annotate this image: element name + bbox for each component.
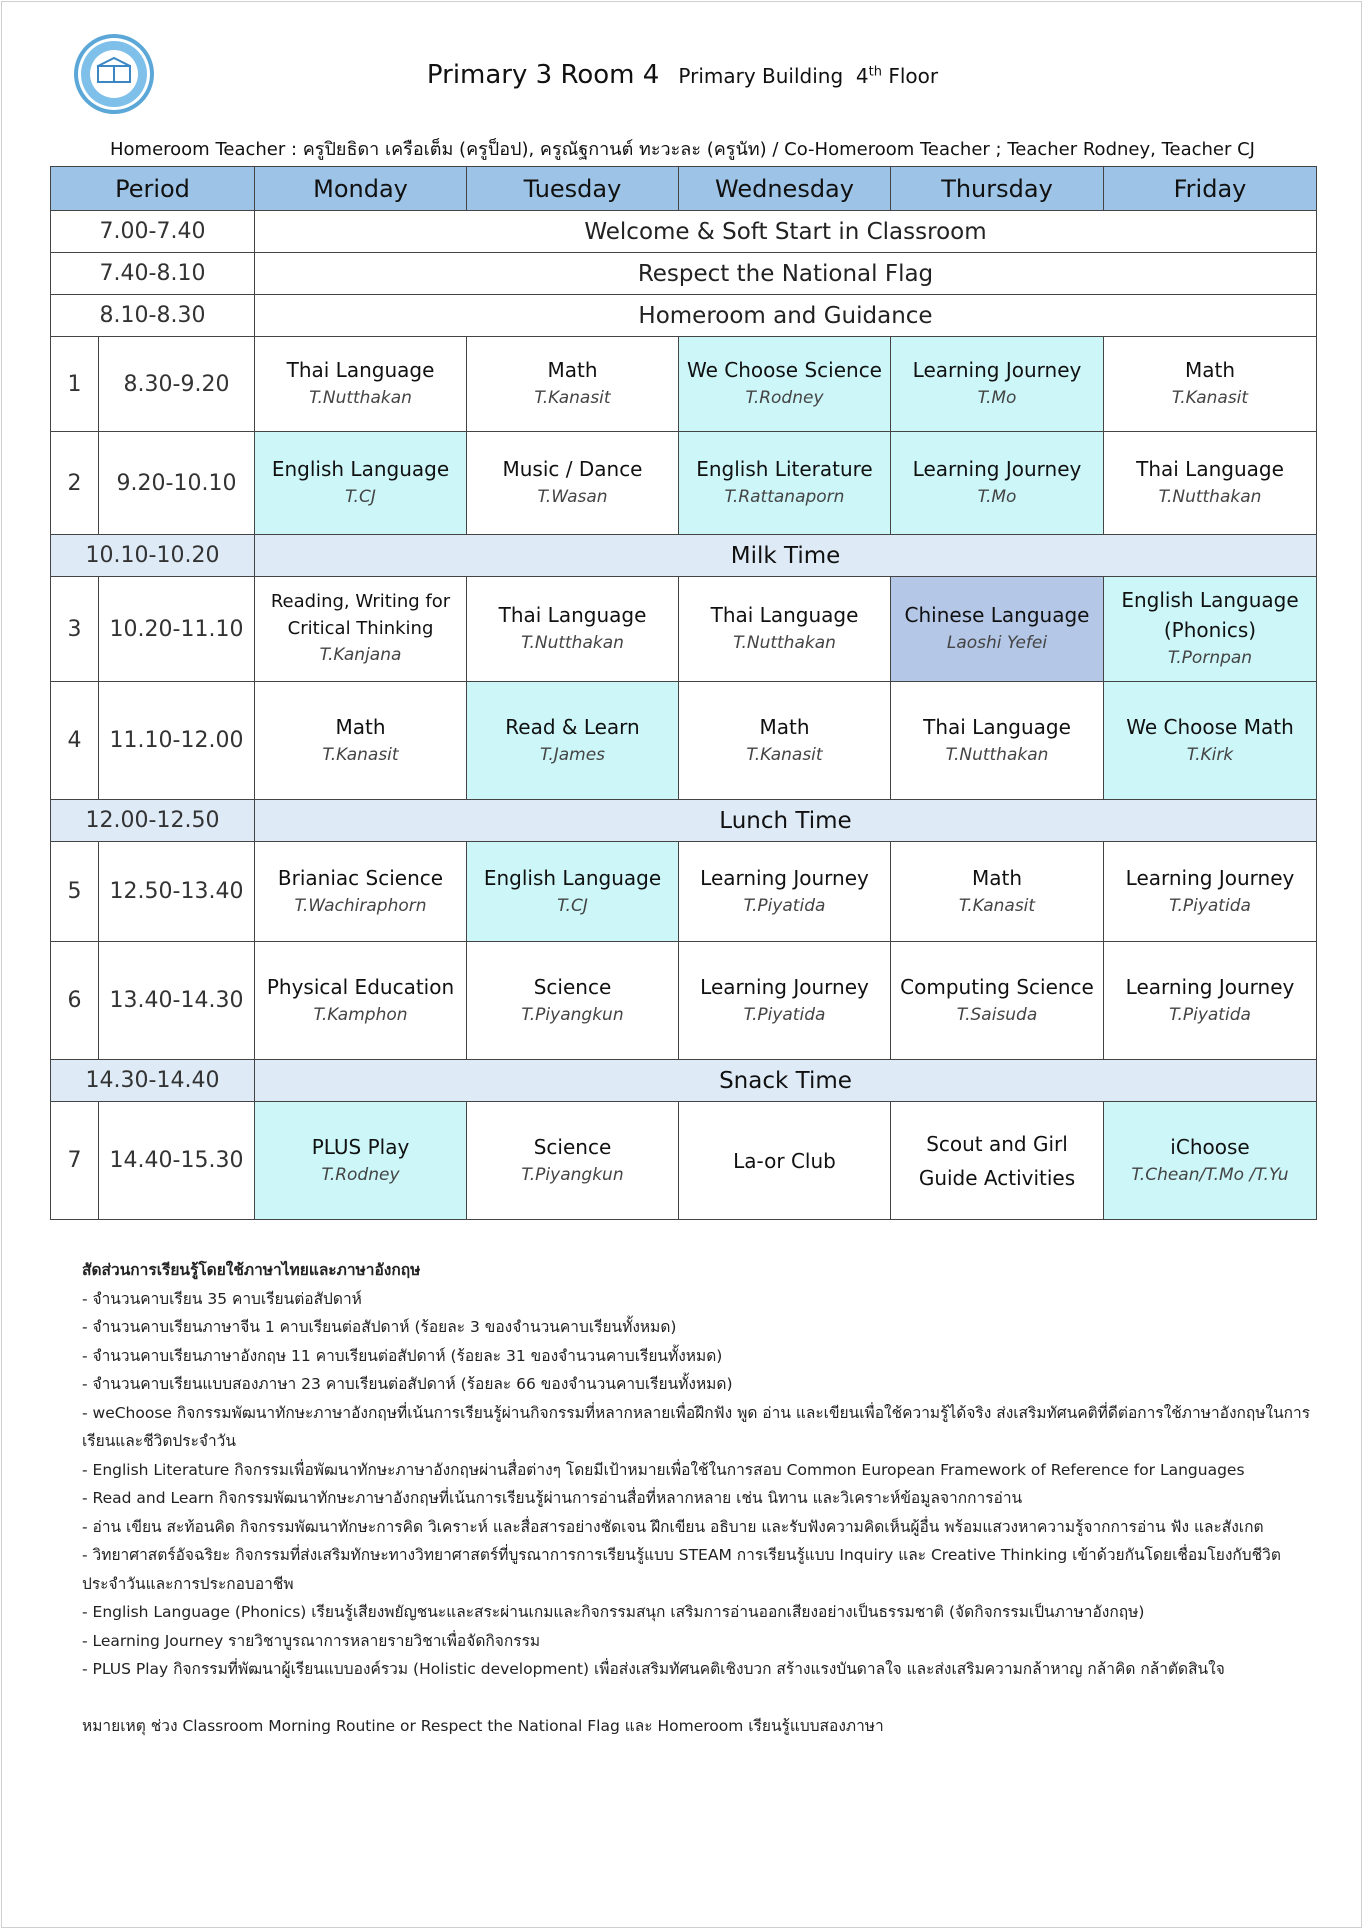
note-line: - English Literature กิจกรรมเพื่อพัฒนาทักษะภาษาอังกฤษผ่านสื่อต่างๆ โดยมีเป้าหมายเพื่อใช้ในการสอบ Common European Framework of Reference for Languages bbox=[82, 1460, 1245, 1479]
period-number: 3 bbox=[51, 577, 99, 682]
header-tuesday: Tuesday bbox=[467, 167, 679, 211]
timetable bbox=[50, 166, 1317, 1220]
band-time: 7.40-8.10 bbox=[51, 253, 255, 295]
period-number: 7 bbox=[51, 1102, 99, 1220]
lesson-cell bbox=[255, 577, 467, 682]
lesson-teacher: T.Wasan bbox=[537, 487, 608, 508]
lesson-subject: English Literature bbox=[696, 457, 873, 482]
note-line: - จำนวนคาบเรียนแบบสองภาษา 23 คาบเรียนต่อสัปดาห์ (ร้อยละ 66 ของจำนวนคาบเรียนทั้งหมด) bbox=[82, 1375, 733, 1393]
lesson-subject: Thai Language bbox=[498, 603, 647, 628]
break-row bbox=[51, 800, 1317, 842]
period-row bbox=[51, 682, 1317, 800]
lesson-subject: Music / Dance bbox=[502, 457, 643, 482]
lesson-subject-line2: (Phonics) bbox=[1163, 618, 1257, 643]
lesson-teacher: T.Piyatida bbox=[743, 895, 826, 916]
lesson-subject: Learning Journey bbox=[700, 865, 869, 890]
lesson-subject: Math bbox=[1184, 358, 1236, 383]
lesson-cell bbox=[891, 842, 1104, 942]
lesson-cell bbox=[467, 432, 679, 535]
lesson-subject: Learning Journey bbox=[1125, 865, 1295, 890]
lesson-teacher: T.Mo bbox=[977, 388, 1017, 409]
period-time: 12.50-13.40 bbox=[99, 842, 255, 942]
class-title: Primary 3 Room 4 bbox=[426, 60, 660, 90]
lesson-teacher: T.Nutthakan bbox=[945, 744, 1049, 765]
lesson-cell bbox=[679, 577, 891, 682]
band-label: Homeroom and Guidance bbox=[255, 295, 1317, 337]
lesson-subject: Chinese Language bbox=[904, 603, 1090, 628]
note-line: - Read and Learn กิจกรรมพัฒนาทักษะภาษาอังกฤษที่เน้นการเรียนรู้ผ่านการอ่านสื่อที่หลากหลาย เช่น นิทาน และวิเคราะห์ข้อมูลจากการอ่าน bbox=[82, 1489, 1023, 1507]
lesson-teacher: T.Kanasit bbox=[322, 744, 399, 765]
note-line: - อ่าน เขียน สะท้อนคิด กิจกรรมพัฒนาทักษะการคิด วิเคราะห์ และสื่อสารอย่างชัดเจน ฝึกเขียน อธิบาย และรับฟังความคิดเห็นผู้อื่น พร้อมแสวงหาความรู้จากการอ่าน ฟัง และสังเกต bbox=[82, 1517, 1264, 1536]
lesson-cell bbox=[679, 337, 891, 432]
period-number: 2 bbox=[51, 432, 99, 535]
break-time: 12.00-12.50 bbox=[51, 800, 255, 842]
lesson-subject: Math bbox=[971, 865, 1023, 890]
lesson-cell bbox=[1104, 337, 1317, 432]
band-time: 8.10-8.30 bbox=[51, 295, 255, 337]
lesson-cell bbox=[679, 1102, 891, 1220]
lesson-cell bbox=[255, 682, 467, 800]
lesson-teacher: T.Piyangkun bbox=[521, 1004, 624, 1025]
period-number: 5 bbox=[51, 842, 99, 942]
lesson-cell bbox=[467, 942, 679, 1060]
lesson-subject: Read & Learn bbox=[505, 714, 640, 739]
building-name: Primary Building bbox=[678, 64, 844, 88]
band-time: 7.00-7.40 bbox=[51, 211, 255, 253]
period-number: 1 bbox=[51, 337, 99, 432]
lesson-cell bbox=[467, 682, 679, 800]
lesson-subject: Physical Education bbox=[266, 974, 455, 999]
lesson-teacher: T.James bbox=[539, 744, 606, 765]
period-number: 4 bbox=[51, 682, 99, 800]
lesson-subject: Learning Journey bbox=[912, 457, 1082, 482]
band-label: Welcome & Soft Start in Classroom bbox=[255, 211, 1317, 253]
band-row bbox=[51, 253, 1317, 295]
break-row bbox=[51, 1060, 1317, 1102]
lesson-subject: Learning Journey bbox=[912, 358, 1082, 383]
period-row bbox=[51, 432, 1317, 535]
lesson-subject: Brianiac Science bbox=[277, 865, 444, 890]
lesson-teacher: T.CJ bbox=[557, 895, 588, 916]
lesson-cell bbox=[255, 842, 467, 942]
band-row bbox=[51, 295, 1317, 337]
lesson-cell bbox=[1104, 842, 1317, 942]
lesson-cell bbox=[255, 337, 467, 432]
period-row bbox=[51, 1102, 1317, 1220]
notes-section bbox=[82, 1256, 1312, 1740]
lesson-subject: English Language bbox=[271, 457, 450, 482]
page-title bbox=[0, 60, 1365, 90]
note-line: - English Language (Phonics) เรียนรู้เสียงพยัญชนะและสระผ่านเกมและกิจกรรมสนุก เสริมการอ่านออกเสียงอย่างเป็นธรรมชาติ (จัดกิจกรรมเป็นภาษาอังกฤษ) bbox=[82, 1603, 1145, 1621]
break-label: Snack Time bbox=[255, 1060, 1317, 1102]
break-label: Lunch Time bbox=[255, 800, 1317, 842]
period-number: 6 bbox=[51, 942, 99, 1060]
note-line: - weChoose กิจกรรมพัฒนาทักษะภาษาอังกฤษที่เน้นการเรียนรู้ผ่านกิจกรรมที่หลากหลายเพื่อฝึกฟัง พูด อ่าน และเขียนเพื่อใช้ความรู้ได้จริง ส่งเสริมทัศนคติที่ดีต่อการใช้ภาษาอังกฤษในการเรียนและชีวิตประจำวัน bbox=[82, 1403, 1311, 1450]
note-line: - จำนวนคาบเรียนภาษาอังกฤษ 11 คาบเรียนต่อสัปดาห์ (ร้อยละ 31 ของจำนวนคาบเรียนทั้งหมด) bbox=[82, 1346, 723, 1365]
floor-word: Floor bbox=[888, 64, 939, 88]
lesson-subject: Learning Journey bbox=[700, 974, 869, 999]
homeroom-teachers: Homeroom Teacher : ครูปิยธิดา เครือเต็ม (ครูป็อป), ครูณัฐกานต์ ทะวะละ (ครูนัท) / Co-Homeroom Teacher ; Teacher Rodney, Teacher CJ bbox=[110, 139, 1255, 160]
lesson-cell bbox=[891, 942, 1104, 1060]
period-time: 13.40-14.30 bbox=[99, 942, 255, 1060]
lesson-cell bbox=[1104, 942, 1317, 1060]
lesson-teacher: T.Kirk bbox=[1186, 744, 1234, 765]
period-time: 9.20-10.10 bbox=[99, 432, 255, 535]
lesson-teacher: T.Kanasit bbox=[746, 744, 823, 765]
lesson-teacher: T.Nutthakan bbox=[1158, 487, 1262, 508]
lesson-subject: English Language bbox=[483, 865, 662, 890]
header-period: Period bbox=[51, 167, 255, 211]
lesson-cell bbox=[891, 337, 1104, 432]
lesson-cell bbox=[679, 942, 891, 1060]
lesson-teacher: T.Kanasit bbox=[534, 388, 611, 409]
lesson-subject: English Language bbox=[1121, 588, 1299, 613]
lesson-cell bbox=[467, 842, 679, 942]
note-line: - Learning Journey รายวิชาบูรณาการหลายรายวิชาเพื่อจัดกิจกรรม bbox=[82, 1631, 541, 1650]
lesson-teacher: T.Pornpan bbox=[1167, 648, 1253, 669]
lesson-cell bbox=[255, 942, 467, 1060]
period-row bbox=[51, 842, 1317, 942]
note-line: - จำนวนคาบเรียนภาษาจีน 1 คาบเรียนต่อสัปดาห์ (ร้อยละ 3 ของจำนวนคาบเรียนทั้งหมด) bbox=[82, 1318, 677, 1336]
lesson-cell bbox=[1104, 1102, 1317, 1220]
lesson-teacher: T.Nutthakan bbox=[733, 633, 836, 654]
lesson-subject: La-or Club bbox=[733, 1148, 836, 1173]
lesson-subject-line2: Critical Thinking bbox=[287, 618, 434, 640]
lesson-subject: Math bbox=[759, 714, 810, 739]
lesson-subject: Thai Language bbox=[1136, 457, 1284, 482]
lesson-cell bbox=[255, 432, 467, 535]
lesson-subject: Thai Language bbox=[923, 714, 1071, 739]
lesson-cell bbox=[1104, 432, 1317, 535]
lesson-teacher: T.Wachiraphorn bbox=[294, 895, 427, 916]
break-row bbox=[51, 535, 1317, 577]
lesson-teacher: T.Piyatida bbox=[1169, 1004, 1251, 1025]
header-wednesday: Wednesday bbox=[679, 167, 891, 211]
header-monday: Monday bbox=[255, 167, 467, 211]
lesson-teacher: T.Rattanaporn bbox=[724, 487, 845, 508]
lesson-teacher: T.Rodney bbox=[321, 1164, 400, 1185]
lesson-teacher: T.Nutthakan bbox=[521, 633, 624, 654]
lesson-teacher: T.Chean/T.Mo /T.Yu bbox=[1131, 1164, 1289, 1185]
break-time: 14.30-14.40 bbox=[51, 1060, 255, 1102]
lesson-subject: Thai Language bbox=[710, 603, 859, 628]
lesson-teacher: Laoshi Yefei bbox=[946, 633, 1048, 654]
lesson-cell bbox=[467, 337, 679, 432]
lesson-cell bbox=[467, 1102, 679, 1220]
lesson-teacher: T.Kanasit bbox=[958, 895, 1036, 916]
lesson-cell bbox=[891, 1102, 1104, 1220]
lesson-teacher: T.Mo bbox=[977, 487, 1017, 508]
lesson-cell bbox=[679, 842, 891, 942]
band-row bbox=[51, 211, 1317, 253]
lesson-teacher: T.CJ bbox=[345, 487, 376, 508]
period-time: 14.40-15.30 bbox=[99, 1102, 255, 1220]
period-row bbox=[51, 337, 1317, 432]
note-line: - วิทยาศาสตร์อัจฉริยะ กิจกรรมที่ส่งเสริมทักษะทางวิทยาศาสตร์ที่บูรณาการการเรียนรู้แบบ STEAM การเรียนรู้แบบ Inquiry และ Creative Thinking เข้าด้วยกันโดยเชื่อมโยงกับชีวิตประจำวันและการประกอบอาชีพ bbox=[82, 1546, 1281, 1593]
lesson-teacher: T.Piyatida bbox=[1169, 895, 1251, 916]
lesson-subject: Math bbox=[547, 358, 598, 383]
period-row bbox=[51, 942, 1317, 1060]
lesson-subject: Computing Science bbox=[900, 974, 1094, 999]
lesson-cell bbox=[891, 432, 1104, 535]
notes-remark: หมายเหตุ ช่วง Classroom Morning Routine or Respect the National Flag และ Homeroom เรียนรู้แบบสองภาษา bbox=[82, 1716, 884, 1735]
notes-heading: สัดส่วนการเรียนรู้โดยใช้ภาษาไทยและภาษาอังกฤษ bbox=[82, 1261, 421, 1279]
note-line: - จำนวนคาบเรียน 35 คาบเรียนต่อสัปดาห์ bbox=[82, 1289, 362, 1308]
lesson-subject: Reading, Writing for bbox=[270, 591, 451, 613]
lesson-subject-line2: Guide Activities bbox=[918, 1165, 1076, 1190]
break-time: 10.10-10.20 bbox=[51, 535, 255, 577]
lesson-cell bbox=[467, 577, 679, 682]
lesson-subject: Math bbox=[335, 714, 386, 739]
lesson-teacher: T.Saisuda bbox=[956, 1004, 1038, 1025]
header-row bbox=[51, 167, 1317, 211]
lesson-subject: We Choose Math bbox=[1126, 714, 1294, 739]
lesson-subject: We Choose Science bbox=[687, 358, 882, 383]
band-label: Respect the National Flag bbox=[255, 253, 1317, 295]
lesson-teacher: T.Nutthakan bbox=[309, 388, 412, 409]
period-time: 10.20-11.10 bbox=[99, 577, 255, 682]
lesson-cell bbox=[891, 682, 1104, 800]
lesson-cell bbox=[255, 1102, 467, 1220]
lesson-teacher: T.Kanjana bbox=[319, 645, 402, 666]
lesson-teacher: T.Piyangkun bbox=[521, 1164, 624, 1185]
period-time: 11.10-12.00 bbox=[99, 682, 255, 800]
lesson-cell bbox=[891, 577, 1104, 682]
building-title bbox=[678, 64, 938, 88]
lesson-cell bbox=[1104, 577, 1317, 682]
note-line: - PLUS Play กิจกรรมที่พัฒนาผู้เรียนแบบองค์รวม (Holistic development) เพื่อส่งเสริมทัศนคติเชิงบวก สร้างแรงบันดาลใจ และส่งเสริมความกล้าหาญ กล้าคิด กล้าตัดสินใจ bbox=[82, 1660, 1225, 1678]
lesson-teacher: T.Rodney bbox=[745, 388, 824, 409]
lesson-teacher: T.Kamphon bbox=[313, 1004, 408, 1025]
lesson-cell bbox=[679, 432, 891, 535]
lesson-teacher: T.Piyatida bbox=[743, 1004, 826, 1025]
lesson-teacher: T.Kanasit bbox=[1171, 388, 1249, 409]
lesson-cell bbox=[679, 682, 891, 800]
lesson-subject: PLUS Play bbox=[311, 1134, 410, 1159]
header-thursday: Thursday bbox=[891, 167, 1104, 211]
break-label: Milk Time bbox=[255, 535, 1317, 577]
lesson-subject: Thai Language bbox=[286, 358, 435, 383]
header-friday: Friday bbox=[1104, 167, 1317, 211]
floor-suffix: th bbox=[868, 64, 882, 80]
lesson-subject: Learning Journey bbox=[1125, 974, 1295, 999]
floor-number: 4 bbox=[855, 64, 869, 88]
lesson-subject: Scout and Girl bbox=[926, 1131, 1068, 1156]
period-row bbox=[51, 577, 1317, 682]
period-time: 8.30-9.20 bbox=[99, 337, 255, 432]
lesson-subject: Science bbox=[533, 974, 612, 999]
lesson-cell bbox=[1104, 682, 1317, 800]
lesson-subject: iChoose bbox=[1170, 1134, 1250, 1159]
lesson-subject: Science bbox=[533, 1134, 612, 1159]
